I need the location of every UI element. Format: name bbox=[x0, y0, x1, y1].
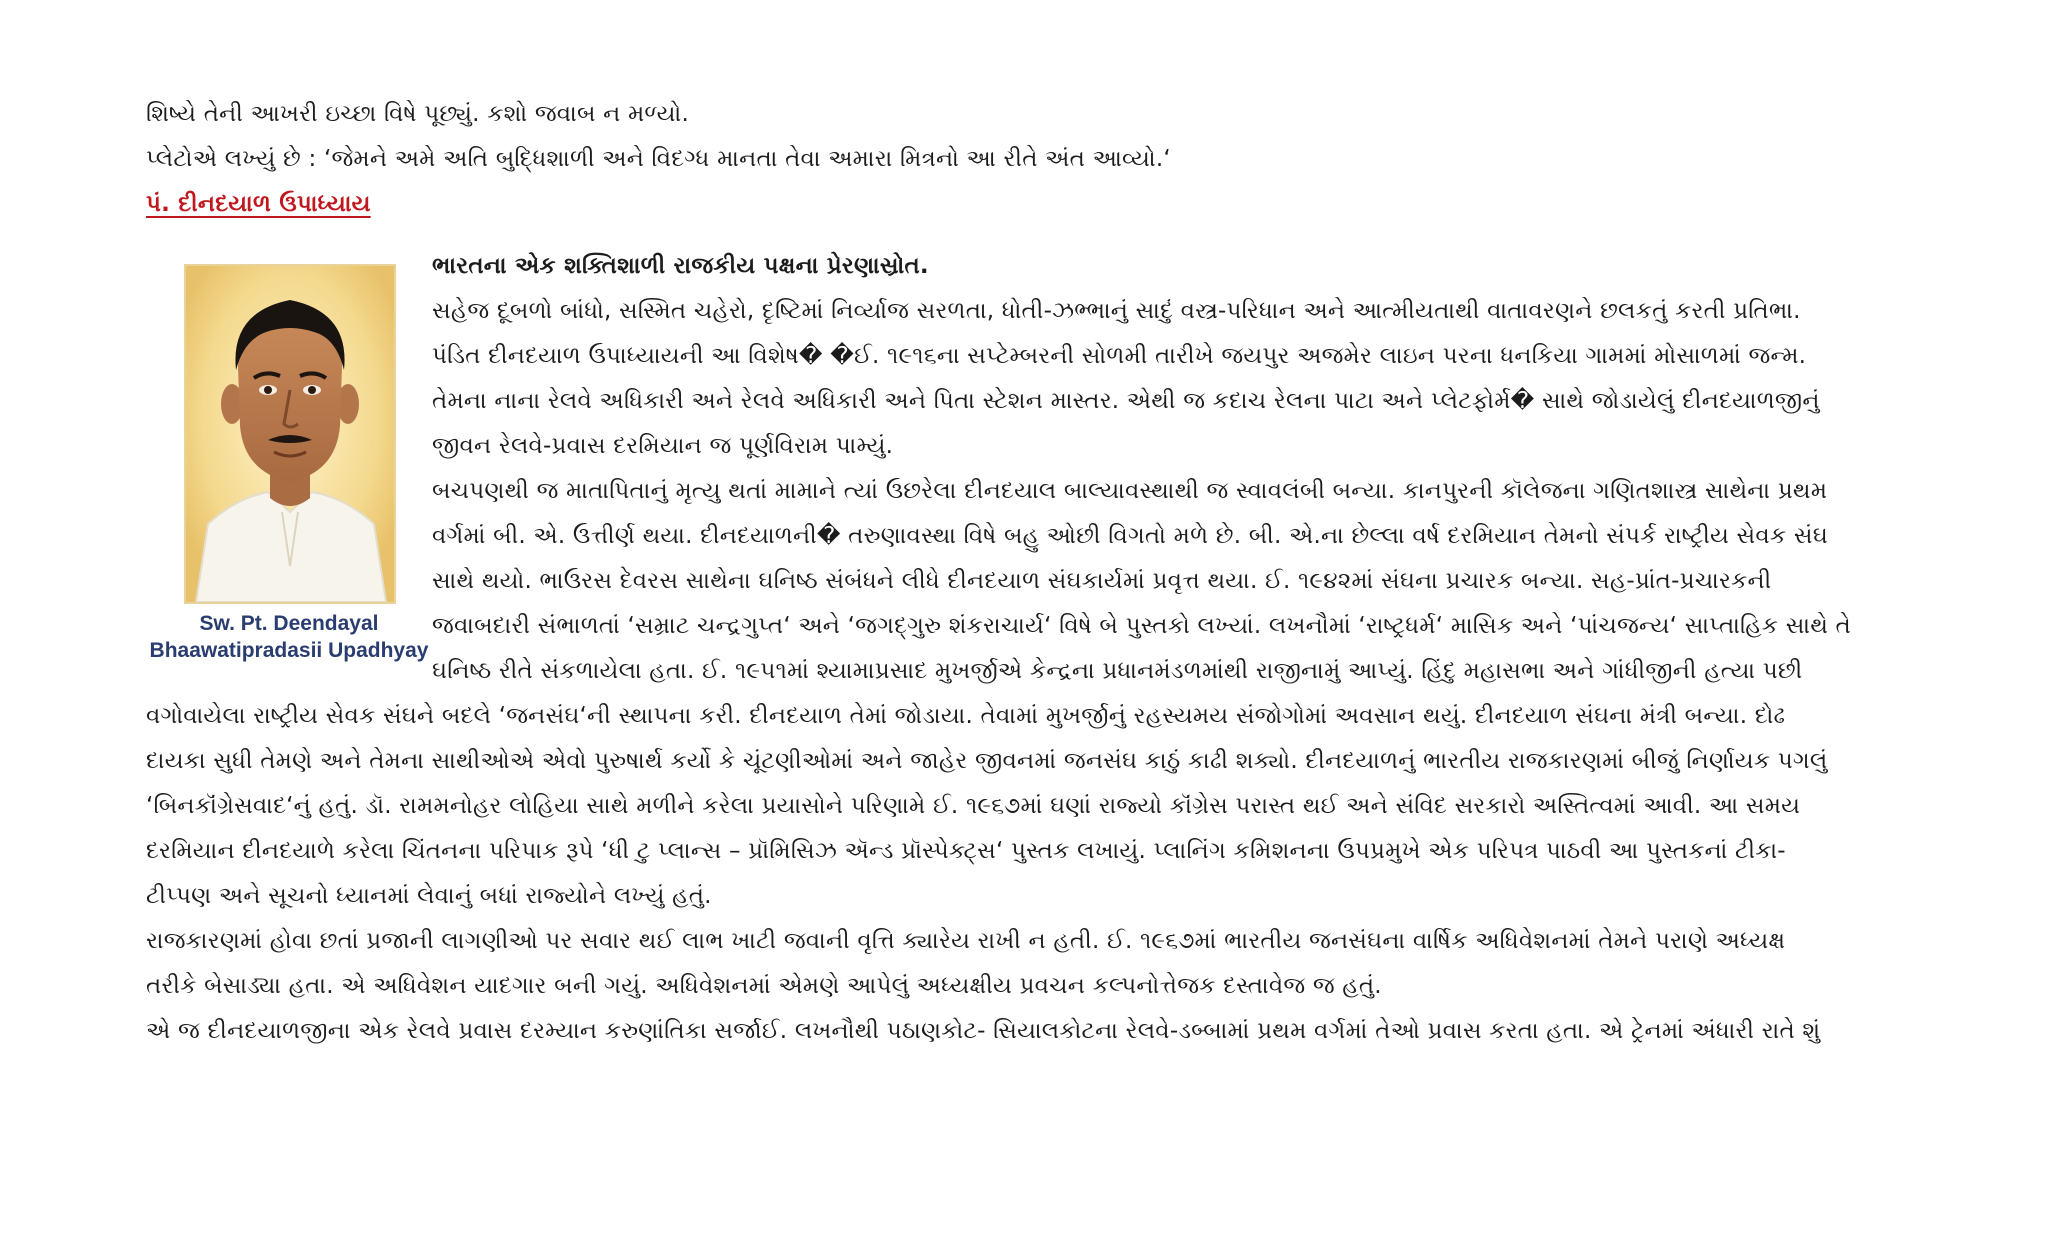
article-line: એ જ દીનદયાળજીના એક રેલવે પ્રવાસ દરમ્યાન કરુણાંતિકા સર્જાઈ. લખનૌથી પઠાણકોટ- સિયાલકોટના રેલવે-ડબ્બામાં પ્રથમ વર્ગમાં તેઓ પ્રવાસ કરતા હતા. એ ટ્રેનમાં અંધારી રાતે શું bbox=[146, 1018, 1821, 1044]
portrait-figure bbox=[146, 246, 432, 676]
intro-line-1: શિષ્યે તેની આખરી ઇચ્છા વિષે પૂછ્યું. કશો જવાબ ન મળ્યો. bbox=[146, 101, 689, 127]
article-line: વગોવાયેલા રાષ્ટ્રીય સેવક સંઘને બદલે ‘જનસંઘ‘ની સ્થાપના કરી. દીનદયાળ તેમાં જોડાયા. તેવામાં મુખર્જીનું રહસ્યમય સંજોગોમાં અવસાન થયું. દીનદયાળ સંઘના મંત્રી બન્યા. દોઢ bbox=[146, 703, 1786, 729]
article-line: વર્ગમાં બી. એ. ઉત્તીર્ણ થયા. દીનદયાળની� તરુણાવસ્થા વિષે બહુ ઓછી વિગતો મળે છે. બી. એ.ના છેલ્લા વર્ષ દરમિયાન તેમનો સંપર્ક રાષ્ટ્રીય સેવક સંઘ bbox=[432, 523, 1828, 549]
article-line: દરમિયાન દીનદયાળે કરેલા ચિંતનના પરિપાક રૂપે ‘ધી ટુ પ્લાન્સ – પ્રૉમિસિઝ ઍન્ડ પ્રૉસ્પેક્ટ્સ‘ પુસ્તક લખાયું. પ્લાનિંગ કમિશનના ઉપપ્રમુખે એક પરિપત્ર પાઠવી આ પુસ્તકનાં ટીકા- bbox=[146, 838, 1786, 864]
article-line: દાયકા સુધી તેમણે અને તેમના સાથીઓએ એવો પુરુષાર્થ કર્યો કે ચૂંટણીઓમાં અને જાહેર જીવનમાં જનસંઘ કાઠું કાઢી શક્યો. દીનદયાળનું ભારતીય રાજકારણમાં બીજું નિર્ણાયક પગલું bbox=[146, 748, 1828, 774]
article-line: તરીકે બેસાડ્યા હતા. એ અધિવેશન યાદગાર બની ગયું. અધિવેશનમાં એમણે આપેલું અધ્યક્ષીય પ્રવચન કલ્પનોત્તેજક દસ્તાવેજ જ હતું. bbox=[146, 973, 1382, 999]
article-line: ટીપ્પણ અને સૂચનો ધ્યાનમાં લેવાનું બધાં રાજ્યોને લખ્યું હતું. bbox=[146, 883, 712, 909]
article-line: રાજકારણમાં હોવા છતાં પ્રજાની લાગણીઓ પર સવાર થઈ લાભ ખાટી જવાની વૃત્તિ ક્યારેય રાખી ન હતી. ઈ. ૧૯૬૭માં ભારતીય જનસંઘના વાર્ષિક અધિવેશનમાં તેમને પરાણે અધ્યક્ષ bbox=[146, 928, 1786, 954]
caption-line-2: Bhaawatipradasii Upadhyay bbox=[149, 639, 429, 662]
article-line: બચપણથી જ માતાપિતાનું મૃત્યુ થતાં મામાને ત્યાં ઉછરેલા દીનદયાલ બાલ્યાવસ્થાથી જ સ્વાવલંબી બન્યા. કાનપુરની કૉલેજના ગણિતશાસ્ત્ર સાથેના પ્રથમ bbox=[432, 478, 1828, 504]
article-line: સાથે થયો. ભાઉરસ દેવરસ સાથેના ઘનિષ્ઠ સંબંધને લીધે દીનદયાળ સંઘકાર્યમાં પ્રવૃત્ત થયા. ઈ. ૧૯૪૨માં સંઘના પ્રચારક બન્યા. સહ-પ્રાંત-પ્રચારકની bbox=[432, 568, 1772, 594]
article-subtitle: ભારતના એક શક્તિશાળી રાજકીય પક્ષના પ્રેરણાસ્રોત. bbox=[432, 253, 929, 279]
caption-line-1: Sw. Pt. Deendayal bbox=[199, 612, 379, 635]
portrait-image bbox=[186, 266, 394, 602]
article-title-line bbox=[146, 182, 1966, 227]
portrait-caption bbox=[146, 610, 432, 664]
article-line: જીવન રેલવે-પ્રવાસ દરમિયાન જ પૂર્ણવિરામ પામ્યું. bbox=[432, 433, 894, 459]
article-line: જવાબદારી સંભાળતાં ‘સમ્રાટ ચન્દ્રગુપ્ત‘ અને ‘જગદ્ગુરુ શંકરાચાર્ય‘ વિષે બે પુસ્તકો લખ્યાં. લખનૌમાં ‘રાષ્ટ્રધર્મ‘ માસિક અને ‘પાંચજન્ય‘ સાપ્તાહિક સાથે તે bbox=[432, 613, 1852, 639]
article-line: ઘનિષ્ઠ રીતે સંકળાયેલા હતા. ઈ. ૧૯૫૧માં શ્યામાપ્રસાદ મુખર્જીએ કેન્દ્રના પ્રધાનમંડળમાંથી રાજીનામું આપ્યું. હિંદુ મહાસભા અને ગાંધીજીની હત્યા પછી bbox=[432, 658, 1803, 684]
article-line: પંડિત દીનદયાળ ઉપાધ્યાયની આ વિશેષ� �ઈ. ૧૯૧૬ના સપ્ટેમ્બરની સોળમી તારીખે જયપુર અજમેર લાઇન પરના ધનકિયા ગામમાં મોસાળમાં જન્મ. bbox=[432, 343, 1807, 369]
intro-line-2: પ્લેટોએ લખ્યું છે : ‘જેમને અમે અતિ બુદ્ધિશાળી અને વિદગ્ધ માનતા તેવા અમારા મિત્રનો આ રીતે અંત આવ્યો.‘ bbox=[146, 146, 1171, 172]
article-body bbox=[146, 244, 1966, 1054]
article-title-link[interactable]: પં. દીનદયાળ ઉપાધ્યાય bbox=[146, 191, 371, 217]
article-line: ‘બિનકૉંગ્રેસવાદ‘નું હતું. ડૉ. રામમનોહર લોહિયા સાથે મળીને કરેલા પ્રયાસોને પરિણામે ઈ. ૧૯૬૭માં ઘણાં રાજ્યો કૉંગ્રેસ પરાસ્ત થઈ અને સંવિદ સરકારો અસ્તિત્વમાં આવી. આ સમય bbox=[146, 793, 1801, 819]
document-page bbox=[146, 92, 1966, 1054]
article-line: સહેજ દૂબળો બાંધો, સસ્મિત ચહેરો, દૃષ્ટિમાં નિર્વ્યાજ સરળતા, ધોતી-ઝભ્ભાનું સાદું વસ્ત્ર-પરિધાન અને આત્મીયતાથી વાતાવરણને છલકતું કરતી પ્રતિભા. bbox=[432, 298, 1801, 324]
portrait-photo bbox=[184, 264, 396, 604]
article-line: તેમના નાના રેલવે અધિકારી અને રેલવે અધિકારી અને પિતા સ્ટેશન માસ્તર. એથી જ કદાચ રેલના પાટા અને પ્લેટફોર્મ� સાથે જોડાયેલું દીનદયાળજીનું bbox=[432, 388, 1820, 414]
